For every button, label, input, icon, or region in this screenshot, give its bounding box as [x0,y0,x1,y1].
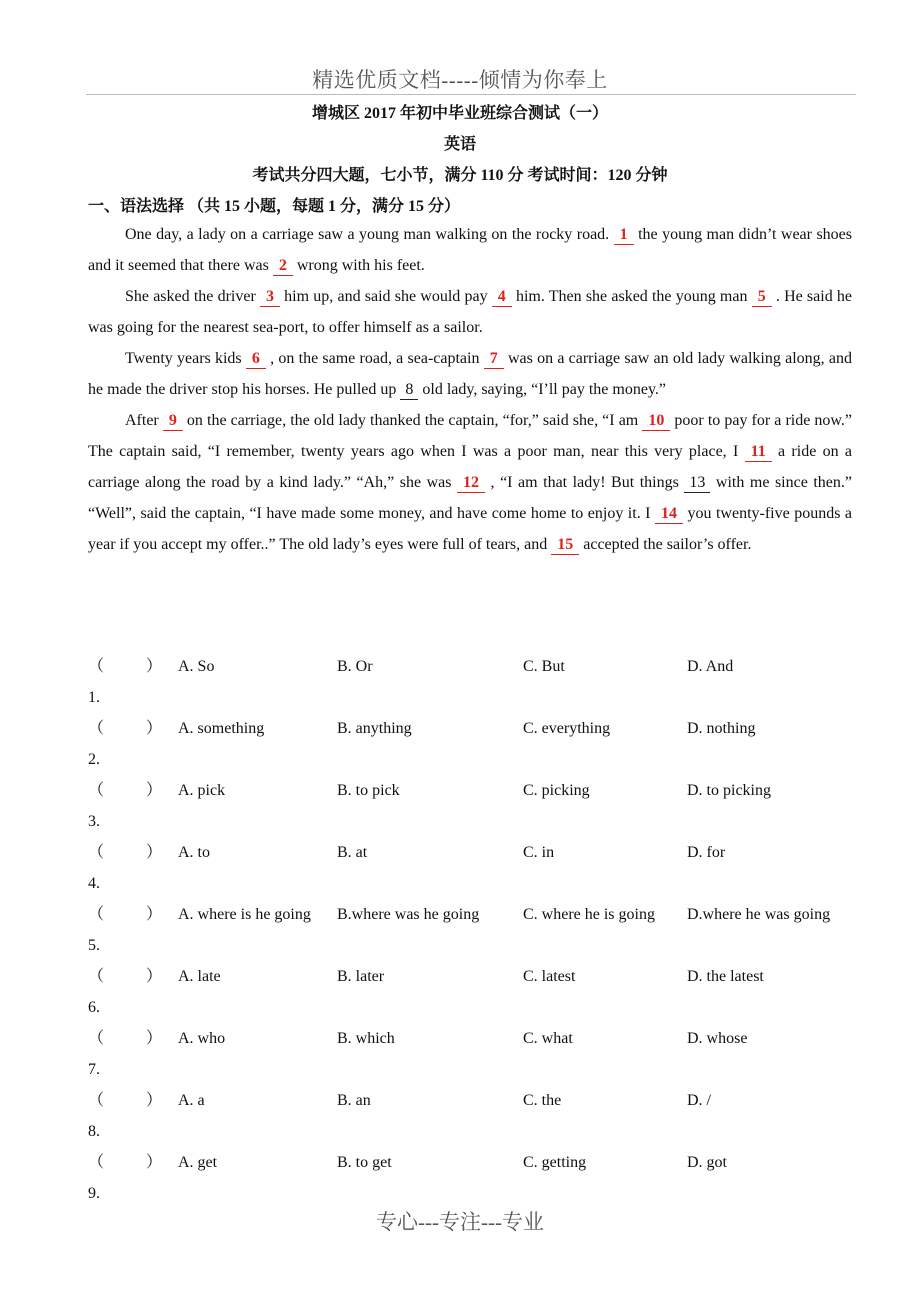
document-header-title: 精选优质文档-----倾情为你奉上 [312,68,608,92]
answer-blank: 7 [484,350,504,369]
option-b: B. to pick [337,782,400,799]
option-b: B. to get [337,1154,392,1171]
option-a: A. to [178,844,210,861]
option-d: D.where he was going [687,906,831,923]
question-number: 6. [88,999,100,1016]
question-number: 9. [88,1185,100,1202]
answer-parentheses[interactable]: （ ） [88,844,162,861]
exam-info: 考试共分四大题，七小节，满分 110 分 考试时间：120 分钟 [252,167,668,184]
answer-blank: 6 [246,350,266,369]
option-d: D. got [687,1154,727,1171]
question-row [88,1085,858,1147]
answer-parentheses[interactable]: （ ） [88,720,162,737]
question-number: 4. [88,875,100,892]
question-row [88,1147,858,1209]
answer-parentheses[interactable]: （ ） [88,1092,162,1109]
option-a: A. get [178,1154,218,1171]
answer-blank: 2 [273,257,293,276]
answer-parentheses[interactable]: （ ） [88,782,162,799]
option-d: D. the latest [687,968,764,985]
answer-blank: 11 [745,443,772,462]
option-a: A. something [178,720,265,737]
question-number: 5. [88,937,100,954]
option-d: D. nothing [687,720,756,737]
question-row [88,1023,858,1085]
option-a: A. a [178,1092,205,1109]
option-b: B.where was he going [337,906,480,923]
exam-subject: 英语 [443,136,476,153]
question-row [88,899,858,961]
document-footer: 专心---专注---专业 [376,1210,544,1234]
option-a: A. who [178,1030,226,1047]
option-b: B. anything [337,720,412,737]
option-a: A. So [178,658,215,675]
option-d: D. for [687,844,726,861]
option-b: B. at [337,844,368,861]
passage-paragraph: One day, a lady on a carriage saw a young man walking on the rocky road. 1 the young man didn’t wear shoes and it seemed that there was 2 wrong with his feet. [88,226,852,274]
question-row [88,775,858,837]
option-c: C. picking [523,782,590,799]
option-d: D. / [687,1092,711,1109]
question-row [88,961,858,1023]
answer-blank: 13 [684,474,710,493]
option-c: C. everything [523,720,611,737]
option-c: C. where he is going [523,906,655,923]
answer-parentheses[interactable]: （ ） [88,1154,162,1171]
answer-parentheses[interactable]: （ ） [88,1030,162,1047]
option-d: D. And [687,658,734,675]
option-d: D. whose [687,1030,748,1047]
option-b: B. which [337,1030,395,1047]
answer-parentheses[interactable]: （ ） [88,968,162,985]
option-c: C. getting [523,1154,587,1171]
option-b: B. Or [337,658,373,675]
question-number: 2. [88,751,100,768]
answer-blank: 8 [400,381,418,400]
question-number: 7. [88,1061,100,1078]
question-row [88,651,858,713]
question-row [88,837,858,899]
section-title: 一、语法选择 （共 15 小题，每题 1 分，满分 15 分） [88,198,461,215]
answer-blank: 3 [260,288,280,307]
option-c: C. the [523,1092,562,1109]
option-b: B. an [337,1092,371,1109]
option-c: C. But [523,658,565,675]
option-a: A. pick [178,782,226,799]
header-divider [86,94,856,95]
reading-passage [88,219,852,560]
answer-blank: 5 [752,288,772,307]
passage-paragraph: Twenty years kids 6 , on the same road, a sea-captain 7 was on a carriage saw an old lady walking along, and he made the driver stop his horses. He pulled up 8 old lady, saying, “I’ll pay the money.” [88,350,853,398]
option-c: C. latest [523,968,576,985]
answer-parentheses[interactable]: （ ） [88,658,162,675]
answer-blank: 10 [642,412,670,431]
question-number: 3. [88,813,100,830]
answer-blank: 15 [551,536,579,555]
answer-blank: 9 [163,412,183,431]
option-d: D. to picking [687,782,771,799]
options-list [88,651,858,1209]
answer-blank: 14 [655,505,683,524]
question-number: 1. [88,689,100,706]
passage-paragraph: After 9 on the carriage, the old lady thanked the captain, “for,” said she, “I am 10 poor to pay for a ride now.” The captain said, “I remember, twenty years ago when I was a poor man, near this very place, I 11 a ride on a carriage along the road by a kind lady.” “Ah,” she was 12 , “I am that lady! But things 13 with me since then.” “Well”, said the captain, “I have made some money, and have come home to enjoy it. I 14 you twenty-five pounds a year if you accept my offer..” The old lady’s eyes were full of tears, and 15 accepted the sailor’s offer. [88,412,853,553]
answer-blank: 12 [457,474,485,493]
question-number: 8. [88,1123,100,1140]
answer-blank: 4 [492,288,512,307]
exam-title: 增城区 2017 年初中毕业班综合测试（一） [311,105,608,122]
option-c: C. in [523,844,555,861]
answer-parentheses[interactable]: （ ） [88,906,162,923]
option-a: A. late [178,968,221,985]
option-c: C. what [523,1030,573,1047]
option-a: A. where is he going [178,906,311,923]
answer-blank: 1 [614,226,634,245]
option-b: B. later [337,968,385,985]
passage-paragraph: She asked the driver 3 him up, and said she would pay 4 him. Then she asked the young man 5 . He said he was going for the nearest sea-port, to offer himself as a sailor. [88,288,853,336]
question-row [88,713,858,775]
